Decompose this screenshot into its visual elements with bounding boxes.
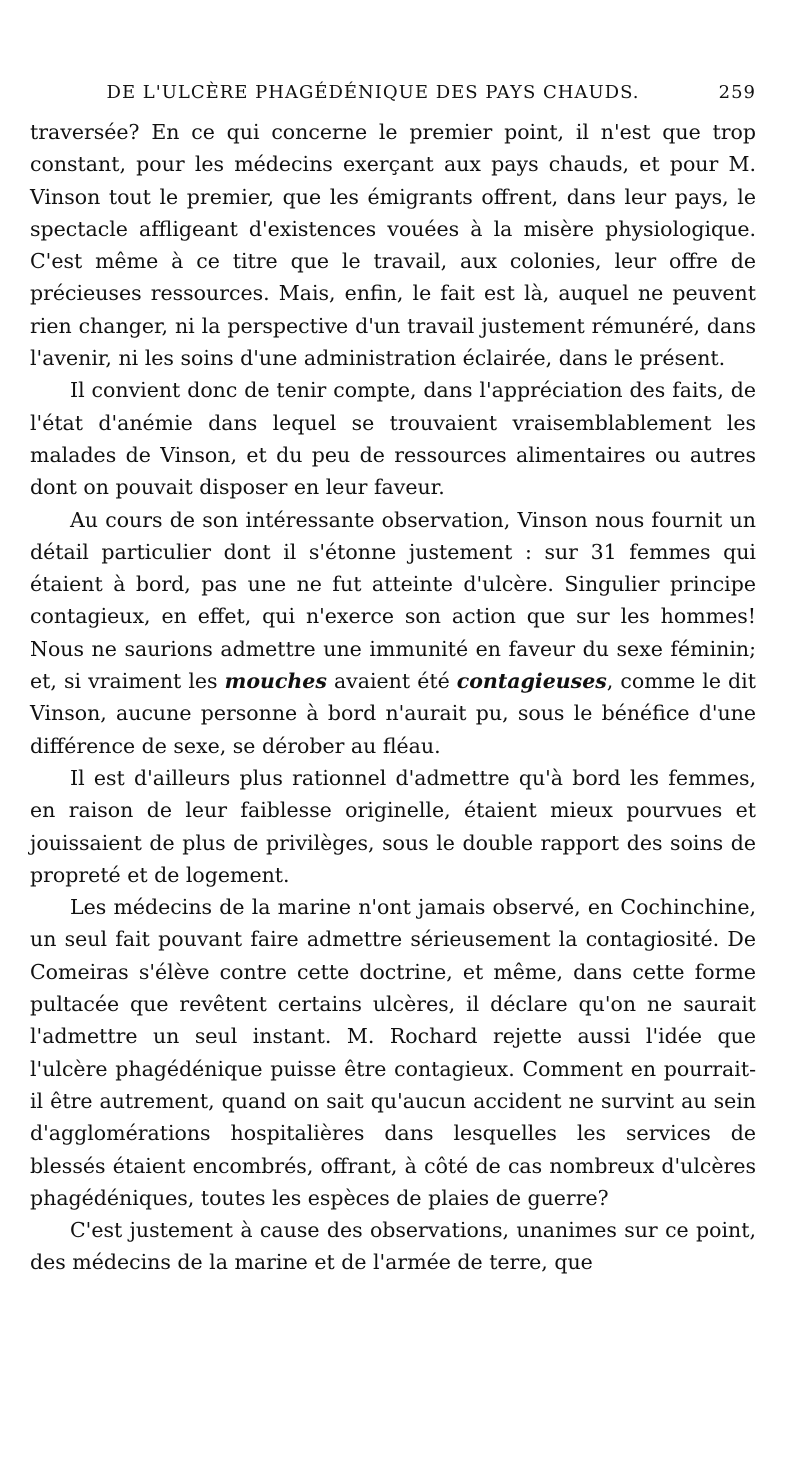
page-number: 259 xyxy=(718,82,756,103)
text-segment: Au cours de son intéressante observation, Vinson nous fournit un détail particulier dont il s'étonne justement : sur 31 femmes qui étaient à bord, pas une ne fut atteinte d'ulcère. Singulier principe contagieux, en effet, qui n'exerce son action que sur les hommes! Nous ne saurions admettre une immunité en faveur du sexe féminin; et, si vraiment les xyxy=(30,507,756,694)
paragraph-navy-physicians: Les médecins de la marine n'ont jamais observé, en Cochinchine, un seul fait pouvant faire admettre sérieusement la contagiosité. De Comeiras s'élève contre cette doctrine, et même, dans cette forme pultacée que revêtent certains ulcères, il déclare qu'on ne saurait l'admettre un seul instant. M. Rochard rejette aussi l'idée que l'ulcère phagédénique puisse être contagieux. Comment en pourrait-il être autrement, quand on sait qu'aucun accident ne survint au sein d'agglomérations hospitalières dans lesquelles les services de blessés étaient encombrés, offrant, à côté de cas nombreux d'ulcères phagédéniques, toutes les espèces de plaies de guerre? xyxy=(30,895,756,1210)
paragraph-closing: C'est justement à cause des observations, unanimes sur ce point, des médecins de la marine et de l'armée de terre, que xyxy=(30,1218,756,1275)
page-body xyxy=(30,116,756,1279)
text-segment: , comme le dit Vinson, aucune personne à bord n'aurait pu, sous le bénéfice d'une différence de sexe, se dérober au fléau. xyxy=(30,669,756,758)
running-header xyxy=(30,82,756,112)
text-segment: avaient été xyxy=(326,669,457,694)
emphasis-mouches: mouches xyxy=(224,669,327,694)
paragraph-anemia: Il convient donc de tenir compte, dans l'appréciation des faits, de l'état d'anémie dans lequel se trouvaient vraisemblablement les malades de Vinson, et du peu de ressources alimentaires ou autres dont on pouvait disposer en leur faveur. xyxy=(30,378,756,500)
paragraph-continuation: traversée? En ce qui concerne le premier point, il n'est que trop constant, pour les médecins exerçant aux pays chauds, et pour M. Vinson tout le premier, que les émigrants offrent, dans leur pays, le spectacle affligeant d'existences vouées à la misère physiologique. C'est même à ce titre que le travail, aux colonies, leur offre de précieuses ressources. Mais, enfin, le fait est là, auquel ne peuvent rien changer, ni la perspective d'un travail justement rémunéré, dans l'avenir, ni les soins d'une administration éclairée, dans le présent. xyxy=(30,120,756,371)
running-title: DE L'ULCÈRE PHAGÉDÉNIQUE DES PAYS CHAUDS. xyxy=(106,82,640,103)
paragraph-women-immunity xyxy=(30,504,756,762)
paragraph-women-privileges: Il est d'ailleurs plus rationnel d'admettre qu'à bord les femmes, en raison de leur faiblesse originelle, étaient mieux pourvues et jouissaient de plus de privilèges, sous le double rapport des soins de propreté et de logement. xyxy=(30,765,756,887)
emphasis-contagieuses: contagieuses xyxy=(456,669,607,694)
